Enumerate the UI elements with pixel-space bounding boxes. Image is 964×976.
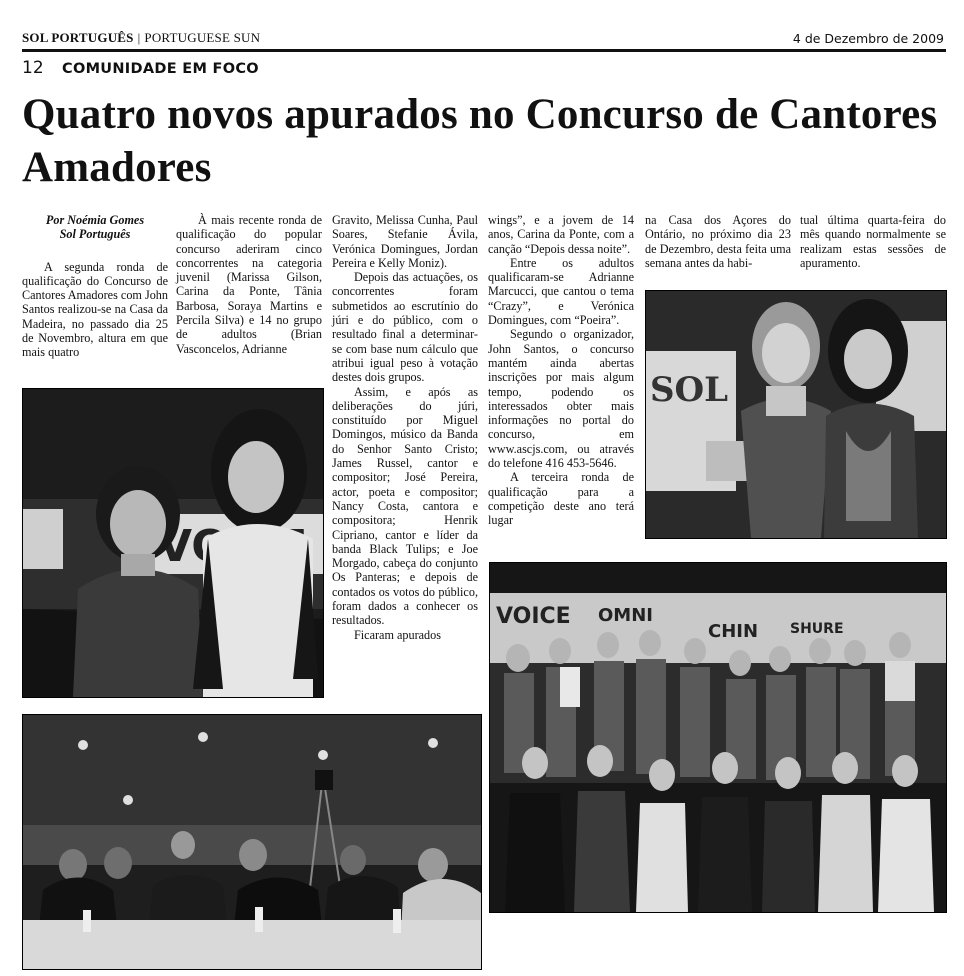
photo-group-contestants (489, 562, 947, 913)
photo-group-backdrop-text: VOICE (496, 604, 571, 629)
byline-author: Por Noémia Gomes (45, 213, 145, 227)
page-number: 12 (22, 58, 44, 78)
photo-adult-backdrop-text: SOL (650, 370, 729, 410)
paragraph: À mais recente ronda de qualificação do popular concurso aderiram cinco concorrentes na categoria juvenil (Marissa Gilson, Carina da Ponte, Tânia Barbosa, Soraya Martins e Percila Silva) e 14 no grupo de adultos (Brian Vasconcelos, Adrianne (176, 213, 322, 356)
article-column-5 (645, 213, 791, 270)
paragraph: Assim, e após as deliberações do júri, constituído por Miguel Domingos, músico da Banda do Senhor Santo Cristo; James Russel, cantor e compositor; José Pereira, actor, poeta e compositor; Nancy Costa, cantora e compositora; Henrik Cipriano, cantor e líder da banda Black Tulips; e Joe Morgado, cabeça do conjunto Os Panteras; e depois de contados os votos do público, foram dados a conhecer os resultados. (332, 384, 478, 628)
article-column-3 (332, 213, 478, 642)
article-column-1 (22, 213, 168, 360)
photo-adult-contestants-image (646, 291, 946, 538)
photo-group-chin-text: CHIN (708, 621, 759, 642)
photo-group-shure-text: SHURE (790, 621, 844, 637)
paragraph: na Casa dos Açores do Ontário, no próximo dia 23 de Dezembro, desta feita uma semana antes da habi- (645, 213, 791, 270)
masthead-name: SOL PORTUGUÊS (22, 30, 134, 45)
paragraph: tual última quarta-feira do mês quando normalmente se realizam estas sessões de apuramento. (800, 213, 946, 270)
section-title: COMUNIDADE EM FOCO (62, 61, 259, 77)
paragraph: Ficaram apurados (354, 627, 441, 642)
headline: Quatro novos apurados no Concurso de Cantores Amadores (22, 91, 938, 191)
masthead-separator: | (137, 30, 141, 45)
paragraph: wings”, e a jovem de 14 anos, Carina da Ponte, com a canção “Depois dessa noite”. (488, 213, 634, 256)
issue-date: 4 de Dezembro de 2009 (792, 31, 944, 46)
photo-group-omni-text: OMNI (598, 605, 653, 626)
masthead-english-name: PORTUGUESE SUN (144, 30, 261, 45)
masthead (22, 30, 260, 46)
photo-youth-contestants-image (23, 389, 323, 697)
photo-group-contestants-image (490, 563, 946, 912)
article-column-6 (800, 213, 946, 270)
photo-audience (22, 714, 482, 970)
paragraph: A segunda ronda de qualificação do Concurso de Cantores Amadores com John Santos realizou-se na Casa da Madeira, no passado dia 25 de Novembro, altura em que mais quatro (22, 259, 168, 360)
paragraph: Segundo o organizador, John Santos, o concurso mantém ainda abertas inscrições por mais algum tempo, podendo os interessados obter mais informações no portal do concurso, em www.ascjs.com, ou através do telefone 416 453-5646. (488, 327, 634, 471)
byline-publication: Sol Português (59, 227, 131, 242)
paragraph: Entre os adultos qualificaram-se Adrianne Marcucci, que cantou o tema “Crazy”, e Verónica Domingues, com “Poeira”. (488, 255, 634, 328)
paragraph: Depois das actuações, os concorrentes foram submetidos ao escrutínio do júri e do público, com o resultado final a determinar-se com base num cálculo que atribui igual peso à votação destes dois grupos. (332, 270, 478, 385)
article-column-2 (176, 213, 322, 356)
photo-audience-image (23, 715, 481, 969)
paragraph: A terceira ronda de qualificação para a competição deste ano terá lugar (488, 470, 634, 528)
photo-adult-contestants (645, 290, 947, 539)
byline (22, 213, 168, 242)
article-column-4 (488, 213, 634, 528)
paragraph: Gravito, Melissa Cunha, Paul Soares, Stefanie Ávila, Verónica Domingues, Jordan Pereira e Kelly Moniz). (332, 213, 478, 270)
photo-youth-contestants (22, 388, 324, 698)
masthead-rule (22, 49, 946, 52)
